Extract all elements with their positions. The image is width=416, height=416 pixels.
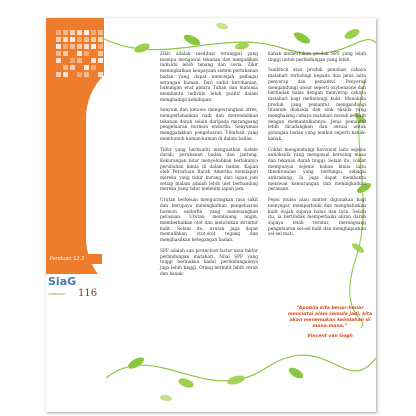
paragraph: SPF adalah sun protection factor atau faktor perlindungan matahari. Nilai SPF yang tinggi bermakna kadar perlindungannya juga lebih tinggi. Orang berkulit lebih cerah dan kanak- xyxy=(160,248,258,277)
text-column-right xyxy=(268,52,366,243)
grid-square xyxy=(91,37,96,42)
paragraph: Pepsi mulsa atau matter digunakan bagi menyegar, memperbaiki dan menghaluskan kulit wajah supaya halus dan licin. Selain itu, ia bertindak memperbaiki aliran darah supaya lebih teratur, merangsang pengeluaran sel-sel kulit dan menghapuskan sel-sel mati. xyxy=(268,198,366,238)
grid-square xyxy=(91,65,96,70)
grid-square xyxy=(63,51,68,56)
paragraph: Sunblock atau produk penahan cahaya matahari terbahagi kepada dua jenis iaitu penyerap dan pemantul. Penyerap mengandungi unsur seperti oxybenzone dan bertindak balas dengan menyerap cahaya matahari bagi melindungi kulit. Manakala produk yang pemantul mengandungi titanium dioksida dan zink oksida yang menghalang cahaya matahari masuk ke kulit dengan memantulkannya. Jenis pemantul lebih dicadangkan dan sesuai untuk golongan badan yang lembut seperti kanak-kanak. xyxy=(268,68,366,142)
grid-square xyxy=(91,58,96,63)
grid-square xyxy=(77,72,82,77)
grid-square xyxy=(56,51,61,56)
grid-square xyxy=(84,65,89,70)
grid-square xyxy=(77,51,82,56)
grid-square xyxy=(77,58,82,63)
grid-square xyxy=(84,37,89,42)
grid-square xyxy=(70,37,75,42)
paragraph: Urutan berkesan mengurangkan rasa sakit dan berupaya meningkatkan pengeluaran hormon endorfin yang menenangkan perasaan. Urutan membuang angin, memberkalkan otot dan melicinkan struktur kulit. Selain itu, urutan juga dapat memulihkan otot-otot tegang dan menghasilkan ketegangan badan. xyxy=(160,198,258,244)
book-page xyxy=(46,18,376,412)
paragraph: Senyum dan ketawa mengeurangkan stres, memperlahankan nadi dan merendahkan tekanan darah selain daripada merangsang pengeluaran hormon endorfin. Senyuman menggalakkan pengeluaran T-limfosit yang membunuh kuman-kuman di dalam badan. xyxy=(160,108,258,142)
brand-logo-subtext: SAMBUTAN xyxy=(48,292,65,296)
paragraph: Tidur yang berkualiti menguatkan sistem darah, peruhanan badan dan jantung. Kekurangan tidur menyebabkan berlakunya perubahan kimia di dalam badan. Kajian oleh Persatuan Barah Amerika mendapati mereka yang tidur kurang dari lapan jam setiap malam adalah lebih ulet berbanding mereka yang tidur melebihi lapan jam. xyxy=(160,147,258,193)
paragraph: Coklat mengandungi flavonoid iaitu sejenis antioksida yang mengawal kerosing masa dan tekanan darah tinggi. Selain itu, coklat mempunyai sejenis bahan kimia iaitu theobromine yang berfungsi sebagai antiradang. Ia juga dapat membantu melawan kemurungan dan meningkatkan perasaan. xyxy=(268,147,366,193)
grid-square xyxy=(84,51,89,56)
pull-quote xyxy=(284,306,376,340)
grid-square xyxy=(56,72,61,77)
grid-square xyxy=(63,72,68,77)
paragraph: Zikir adalah meditasi terunggul yang mampu mengawal tekanan dan menjadikan individu lebih tenang dan ceria. Zikir meningkatkan keupayaan sistem pertahanan badan yang dapat mencegah pelbagai serangan kuman. Dari sudut kerohanian, hubungan erat antara Tuhan dan manusia membantu individu lebih positif dalam menghadapi kehidupan. xyxy=(160,52,258,103)
section-tab: Panduan 12.3 xyxy=(46,254,102,264)
quote-text: “Apabila kita benar-benar mencintai alam semula jadi, kita akan menemukan keindahan di mana-mana.” xyxy=(287,306,373,329)
grid-square xyxy=(84,44,89,49)
grid-square xyxy=(56,30,61,35)
grid-square xyxy=(77,30,82,35)
grid-square xyxy=(56,58,61,63)
grid-square xyxy=(63,37,68,42)
grid-square xyxy=(84,72,89,77)
paragraph: kanak memerlukan produk SPF yang lebih tinggi untuk perlindungan yang lebih. xyxy=(268,52,366,63)
grid-square xyxy=(70,44,75,49)
page-number: 116 xyxy=(78,288,98,299)
grid-square xyxy=(56,37,61,42)
grid-square xyxy=(63,30,68,35)
grid-square xyxy=(70,58,75,63)
grid-square xyxy=(91,30,96,35)
quote-author: Vincent van Gogh xyxy=(307,334,353,339)
grid-square xyxy=(77,44,82,49)
grid-square xyxy=(91,44,96,49)
text-column-left xyxy=(160,52,258,282)
grid-square xyxy=(63,44,68,49)
brand-logo-text: SiaG xyxy=(48,275,77,288)
grid-square xyxy=(77,37,82,42)
grid-square xyxy=(70,30,75,35)
grid-square xyxy=(70,65,75,70)
grid-square xyxy=(56,44,61,49)
grid-square xyxy=(84,30,89,35)
grid-square xyxy=(63,65,68,70)
